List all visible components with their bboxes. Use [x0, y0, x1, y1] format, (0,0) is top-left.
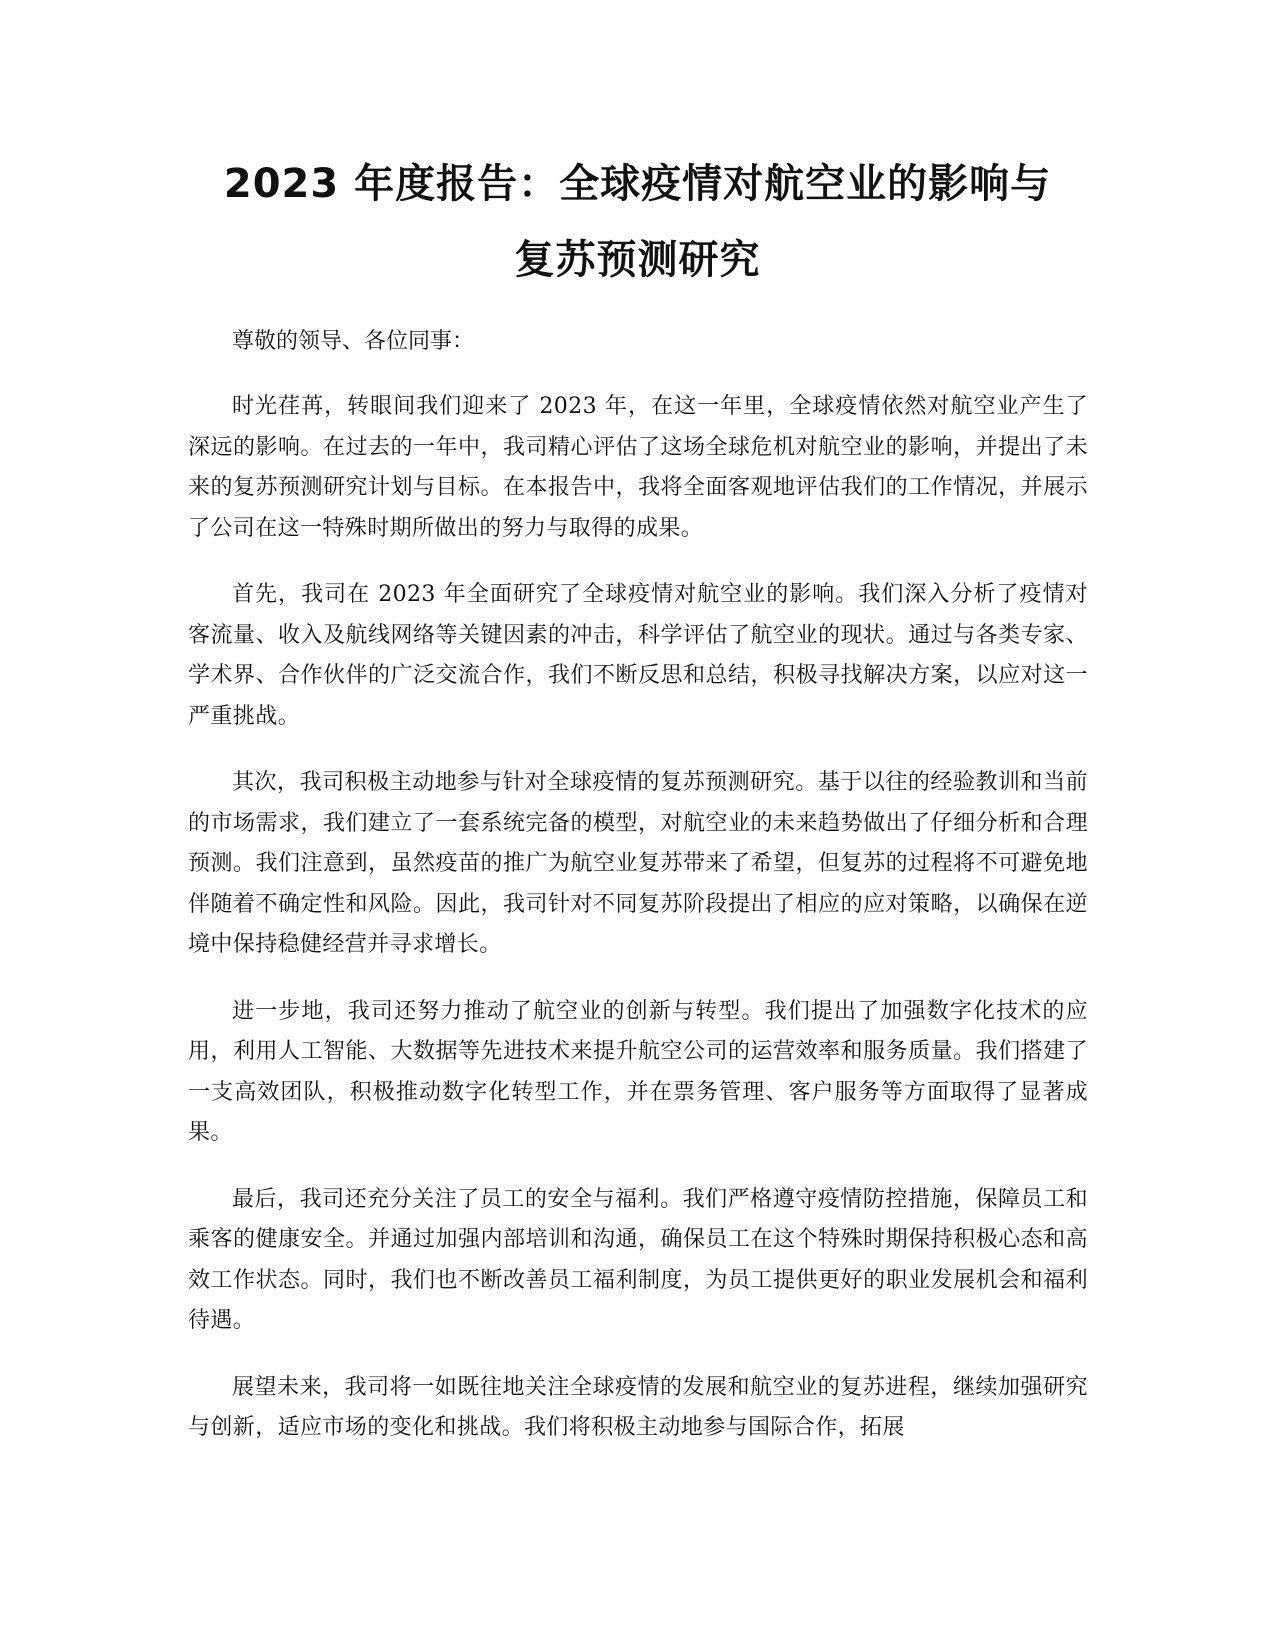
document-body: [188, 322, 1088, 1475]
salutation: 尊敬的领导、各位同事：: [232, 329, 475, 354]
title-line-1: 2023 年度报告：全球疫情对航空业的影响与: [223, 161, 1052, 207]
title-line-2: 复苏预测研究: [514, 237, 761, 283]
paragraph-5: 最后，我司还充分关注了员工的安全与福利。我们严格遵守疫情防控措施，保障员工和乘客的健康安全。并通过加强内部培训和沟通，确保员工在这个特殊时期保持积极心态和高效工作状态。同时，我们也不断改善员工福利制度，为员工提供更好的职业发展机会和福利待遇。: [188, 1186, 1088, 1333]
paragraph-3: 其次，我司积极主动地参与针对全球疫情的复苏预测研究。基于以往的经验教训和当前的市场需求，我们建立了一套系统完备的模型，对航空业的未来趋势做出了仔细分析和合理预测。我们注意到，虽然疫苗的推广为航空业复苏带来了希望，但复苏的过程将不可避免地伴随着不确定性和风险。因此，我司针对不同复苏阶段提出了相应的应对策略，以确保在逆境中保持稳健经营并寻求增长。: [188, 770, 1088, 957]
paragraph-4: 进一步地，我司还努力推动了航空业的创新与转型。我们提出了加强数字化技术的应用，利用人工智能、大数据等先进技术来提升航空公司的运营效率和服务质量。我们搭建了一支高效团队，积极推动数字化转型工作，并在票务管理、客户服务等方面取得了显著成果。: [188, 998, 1088, 1145]
paragraph-1: 时光荏苒，转眼间我们迎来了 2023 年，在这一年里，全球疫情依然对航空业产生了深远的影响。在过去的一年中，我司精心评估了这场全球危机对航空业的影响，并提出了未来的复苏预测研究计划与目标。在本报告中，我将全面客观地评估我们的工作情况，并展示了公司在这一特殊时期所做出的努力与取得的成果。: [188, 394, 1088, 541]
paragraph-6: 展望未来，我司将一如既往地关注全球疫情的发展和航空业的复苏进程，继续加强研究与创新，适应市场的变化和挑战。我们将积极主动地参与国际合作，拓展: [188, 1374, 1088, 1440]
paragraph-2: 首先，我司在 2023 年全面研究了全球疫情对航空业的影响。我们深入分析了疫情对客流量、收入及航线网络等关键因素的冲击，科学评估了航空业的现状。通过与各类专家、学术界、合作伙伴的广泛交流合作，我们不断反思和总结，积极寻找解决方案，以应对这一严重挑战。: [188, 582, 1088, 729]
document-title: [150, 146, 1125, 298]
